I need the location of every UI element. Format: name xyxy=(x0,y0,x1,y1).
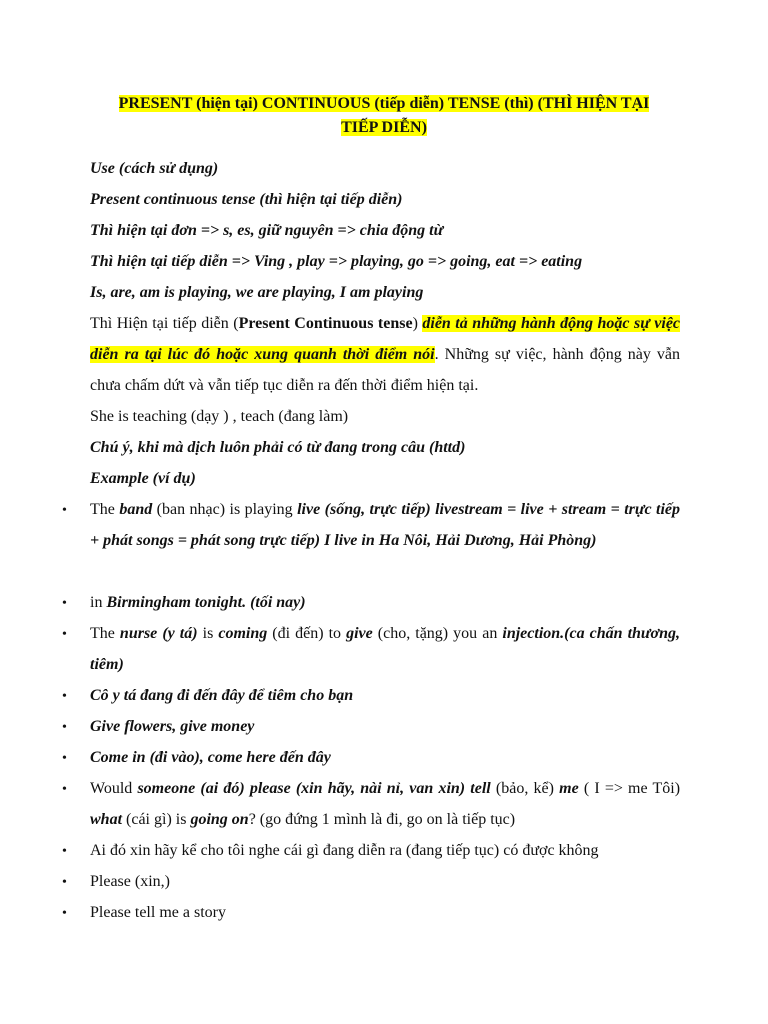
ving-line: Thì hiện tại tiếp diễn => Ving , play => playing, go => going, eat => eating xyxy=(90,253,583,270)
b1-band: band xyxy=(119,501,153,518)
bullet-marker: • xyxy=(62,627,67,642)
bullet-marker: • xyxy=(62,720,67,735)
simple-present-line: Thì hiện tại đơn => s, es, giữ nguyên => chia động từ xyxy=(90,222,444,239)
b7-what: what xyxy=(90,811,123,828)
bullet-item-8: Ai đó xin hãy kể cho tôi nghe cái gì đang diễn ra (đang tiếp tục) có được không xyxy=(90,842,599,859)
b1-live-text: live (sống, trực tiếp) livestream = live + stream = trực tiếp + phát songs = phát song trực tiếp) I live in Ha Nôi, Hải Dương, Hải Phòng) xyxy=(90,501,681,549)
bullet-item-4: Cô y tá đang đi đến đây để tiêm cho bạn xyxy=(90,687,354,704)
b3-text-1: The xyxy=(90,625,120,642)
b7-me: me xyxy=(559,780,579,797)
b7-someone: someone (ai đó) please (xin hãy, nài nỉ, van xin) tell xyxy=(137,780,491,797)
b3-text-4: (cho, tặng) you an xyxy=(372,625,503,642)
bullet-item-7 xyxy=(90,773,680,835)
b7-text-1: Would xyxy=(90,780,138,797)
b3-text-2: is xyxy=(197,625,219,642)
definition-text-1: Thì Hiện tại tiếp diễn ( xyxy=(90,315,239,332)
bullet-item-6: Come in (đi vào), come here đến đây xyxy=(90,749,331,766)
definition-text-2: ) xyxy=(412,315,423,332)
title-line-1: PRESENT (hiện tại) CONTINUOUS (tiếp diễn) TENSE (thì) (THÌ HIỆN TẠI xyxy=(118,95,650,112)
note-line: Chú ý, khi mà dịch luôn phải có từ đang trong câu (httd) xyxy=(90,439,466,456)
bullet-item-5: Give flowers, give money xyxy=(90,718,255,735)
b3-text-3: (đi đến) to xyxy=(267,625,347,642)
b3-coming: coming xyxy=(218,625,268,642)
bullet-item-9: Please (xin,) xyxy=(90,873,170,890)
b7-text-4: (cái gì) is xyxy=(122,811,191,828)
is-are-am-line: Is, are, am is playing, we are playing, I am playing xyxy=(90,284,424,301)
b7-text-2: (bảo, kể) xyxy=(490,780,560,797)
bullet-marker: • xyxy=(62,782,67,797)
b3-give: give xyxy=(346,625,373,642)
definition-text-3: . Những sự việc, hành động này vẫn chưa chấm dứt và vẫn tiếp tục diễn ra đến thời điểm hiện tại. xyxy=(90,346,680,394)
b1-text-2: (ban nhạc) is playing xyxy=(152,501,298,518)
b1-text-1: The xyxy=(90,501,120,518)
definition-term: Present Continuous tense xyxy=(238,315,413,332)
bullet-marker: • xyxy=(62,689,67,704)
bullet-marker: • xyxy=(62,906,67,921)
bullet-marker: • xyxy=(62,503,67,518)
use-heading: Use (cách sử dụng) xyxy=(90,160,219,177)
b7-text-5: ? (go đứng 1 mình là đi, go on là tiếp tục) xyxy=(248,811,516,828)
bullet-item-3 xyxy=(90,618,680,680)
example-heading: Example (ví dụ) xyxy=(90,470,196,487)
definition-paragraph xyxy=(90,308,680,401)
bullet-item-10: Please tell me a story xyxy=(90,904,226,921)
b7-going-on: going on xyxy=(190,811,249,828)
bullet-marker: • xyxy=(62,844,67,859)
b7-text-3: ( I => me Tôi) xyxy=(578,780,681,797)
bullet-marker: • xyxy=(62,875,67,890)
bullet-marker: • xyxy=(62,596,67,611)
b2-birmingham: Birmingham tonight. (tối nay) xyxy=(106,594,306,611)
bullet-item-2 xyxy=(90,587,680,618)
she-teaching-line: She is teaching (dạy ) , teach (đang làm) xyxy=(90,408,349,425)
bullet-item-1 xyxy=(90,494,680,556)
document-title xyxy=(90,92,678,140)
b3-nurse: nurse (y tá) xyxy=(119,625,198,642)
present-continuous-line: Present continuous tense (thì hiện tại tiếp diễn) xyxy=(90,191,403,208)
title-line-2: TIẾP DIỄN) xyxy=(341,119,427,136)
b2-text-1: in xyxy=(90,594,107,611)
b3-injection: injection.(ca chấn thương, tiêm) xyxy=(90,625,680,673)
bullet-marker: • xyxy=(62,751,67,766)
definition-highlight: diễn tả những hành động hoặc sự việc diễn ra tại lúc đó hoặc xung quanh thời điểm nói xyxy=(90,315,681,363)
